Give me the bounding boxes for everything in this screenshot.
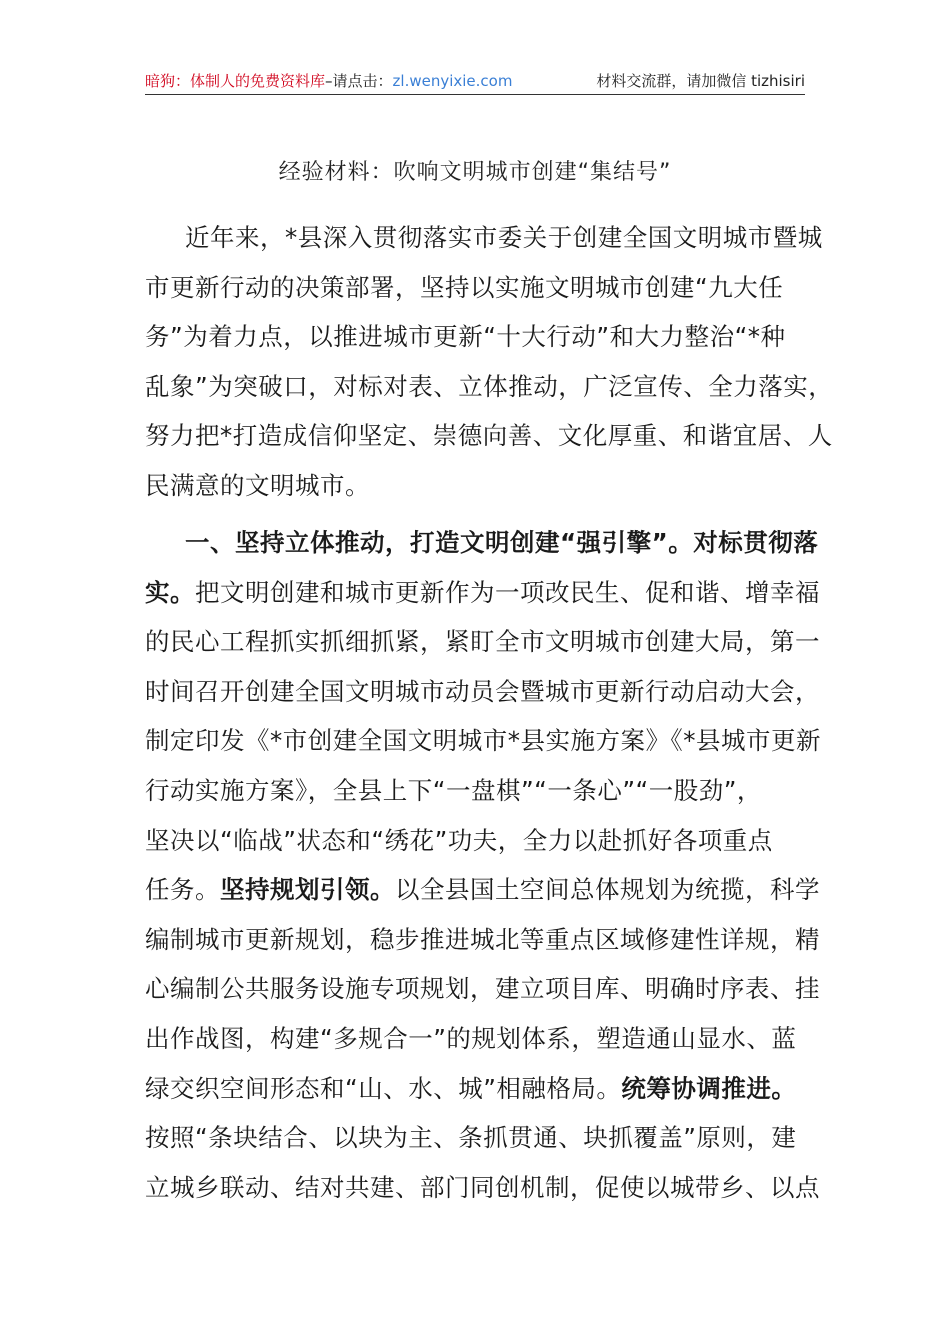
text-run: 以全县国土空间总体规划为统揽，科学 [395,875,820,905]
header-link[interactable]: zl.wenyixie.com [392,72,513,90]
text-line: 心编制公共服务设施专项规划，建立项目库、明确时序表、挂 [145,974,820,1004]
section-heading: 一、坚持立体推动，打造文明创建“强引擎”。对标贯彻落 [185,528,819,557]
text-line: 务”为着力点，以推进城市更新“十大行动”和大力整治“*种 [145,322,786,352]
text-line: 坚决以“临战”状态和“绣花”功夫，全力以赴抓好各项重点 [145,825,773,855]
text-run: 绿交织空间形态和“山、水、城”相融格局。 [145,1073,622,1103]
text-line: 市更新行动的决策部署，坚持以实施文明城市创建“九大任 [145,272,784,302]
document-title: 经验材料：吹响文明城市创建“集结号” [278,160,672,185]
text-line: 努力把*打造成信仰坚定、崇德向善、文化厚重、和谐宜居、人 [145,421,833,451]
text-line: 的民心工程抓实抓细抓紧，紧盯全市文明城市创建大局，第一 [145,627,820,657]
text-line: 时间召开创建全国文明城市动员会暨城市更新行动启动大会， [145,676,820,706]
text-line: 制定印发《*市创建全国文明城市*县实施方案》《*县城市更新 [145,726,821,756]
subheading-bold: 坚持规划引领。 [220,875,395,905]
text-line: 民满意的文明城市。 [145,470,370,500]
text-line: 出作战图，构建“多规合一”的规划体系，塑造通山显水、蓝 [145,1023,797,1053]
text-line [145,1064,807,1114]
text-line: 近年来，*县深入贯彻落实市委关于创建全国文明城市暨城 [185,223,823,252]
text-line [145,518,819,568]
text-run: 任务。 [145,875,220,905]
subheading-bold: 统筹协调推进。 [621,1073,797,1103]
header-wechat-note: 材料交流群，请加微信 tizhisiri [596,72,805,90]
text-line: 乱象”为突破口，对标对表、立体推动，广泛宣传、全力落实， [145,371,834,401]
text-line [145,865,820,915]
paragraph-section-one [145,518,821,1212]
page-header [145,70,805,95]
paragraph-intro [145,213,834,511]
text-run: 把文明创建和城市更新作为一项改民生、促和谐、增幸福 [195,577,820,607]
header-brand: 暗狗：体制人的免费资料库 [145,72,326,90]
text-line: 行动实施方案》，全县上下“一盘棋”“一条心”“一股劲”， [145,775,762,805]
text-line: 按照“条块结合、以块为主、条抓贯通、块抓覆盖”原则，建 [145,1123,797,1153]
subheading-bold: 实。 [145,577,195,607]
text-line: 立城乡联动、结对共建、部门同创机制，促使以城带乡、以点 [145,1172,820,1202]
text-line: 编制城市更新规划，稳步推进城北等重点区域修建性详规，精 [145,924,820,954]
header-click-prefix: –请点击： [325,72,393,90]
text-line [145,568,820,618]
